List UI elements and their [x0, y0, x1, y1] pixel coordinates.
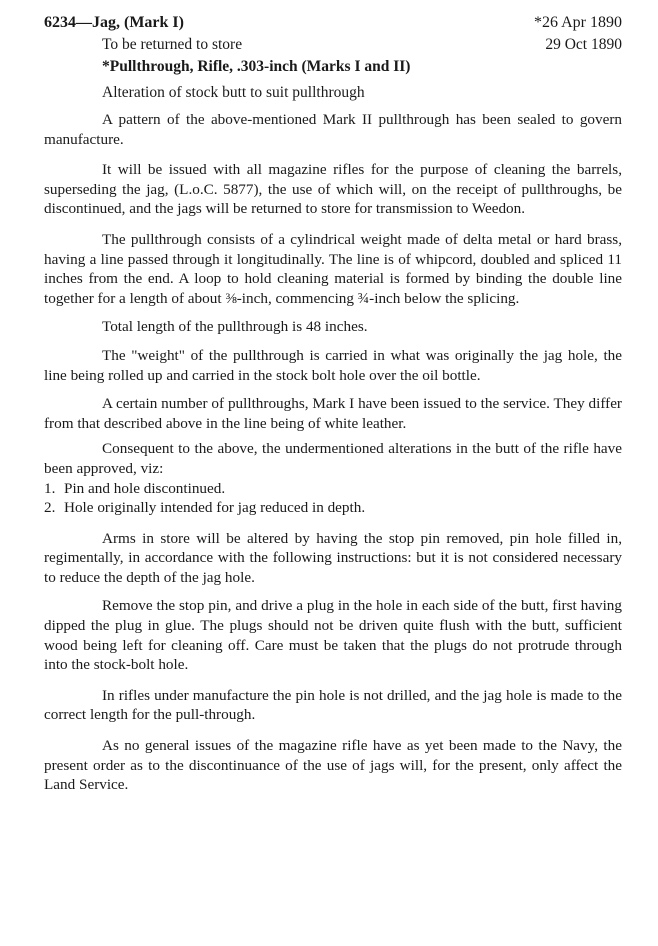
- paragraph: As no general issues of the magazine rifle have as yet been made to the Navy, the present order as to the discontinuance of the use of jags will, for the present, only affect the Land Service.: [44, 737, 622, 794]
- paragraph: Consequent to the above, the undermentioned alterations in the butt of the rifle have been approved, viz:: [44, 440, 622, 477]
- list-item: [44, 498, 622, 518]
- document-title: 6234—Jag, (Mark I): [44, 14, 184, 31]
- paragraph: Total length of the pullthrough is 48 inches.: [102, 318, 368, 336]
- list-text: Pin and hole discontinued.: [64, 479, 226, 497]
- paragraph: It will be issued with all magazine rifles for the purpose of cleaning the barrels, superseding the jag, (L.o.C. 5877), the use of which will, on the receipt of pullthroughs, be discontinued, and the jags will be returned to store for transmission to Weedon.: [44, 161, 622, 218]
- alteration-heading: Alteration of stock butt to suit pullthrough: [102, 84, 365, 101]
- paragraph: Arms in store will be altered by having the stop pin removed, pin hole filled in, regimentally, in accordance with the following instructions: but it is not considered necessary to reduce the depth of the jag hole.: [44, 529, 622, 586]
- return-note: To be returned to store: [102, 36, 243, 53]
- list-number: 2.: [44, 499, 56, 517]
- paragraph: A certain number of pullthroughs, Mark I have been issued to the service. They differ from that described above in the line being of white leather.: [44, 395, 622, 432]
- alterations-list: [44, 479, 622, 518]
- first-date: *26 Apr 1890: [534, 14, 622, 31]
- return-row: [44, 34, 622, 56]
- list-number: 1.: [44, 479, 56, 497]
- list-item: [44, 479, 622, 499]
- paragraph: The "weight" of the pullthrough is carried in what was originally the jag hole, the line being rolled up and carried in the stock bolt hole over the oil bottle.: [44, 346, 622, 384]
- paragraph: The pullthrough consists of a cylindrical weight made of delta metal or hard brass, having a line passed through it longitudinally. The line is of whipcord, doubled and spliced 11 inches from the end. A loop to hold cleaning material is formed by binding the double line together for a length of about ⅜-inch, commencing ¾-inch below the splicing.: [44, 230, 622, 307]
- list-text: Hole originally intended for jag reduced in depth.: [64, 499, 366, 517]
- header-row: [44, 12, 622, 34]
- subtitle: *Pullthrough, Rifle, .303-inch (Marks I and II): [102, 58, 411, 75]
- paragraph: A pattern of the above-mentioned Mark II pullthrough has been sealed to govern manufacture.: [44, 111, 622, 148]
- second-date: 29 Oct 1890: [545, 36, 622, 53]
- paragraph: Remove the stop pin, and drive a plug in the hole in each side of the butt, first having dipped the plug in glue. The plugs should not be driven quite flush with the butt, sufficient wood being left for cleaning off. Care must be taken that the plugs do not protrude through into the stock-bolt hole.: [44, 597, 622, 674]
- paragraph: In rifles under manufacture the pin hole is not drilled, and the jag hole is made to the correct length for the pull-through.: [44, 686, 622, 724]
